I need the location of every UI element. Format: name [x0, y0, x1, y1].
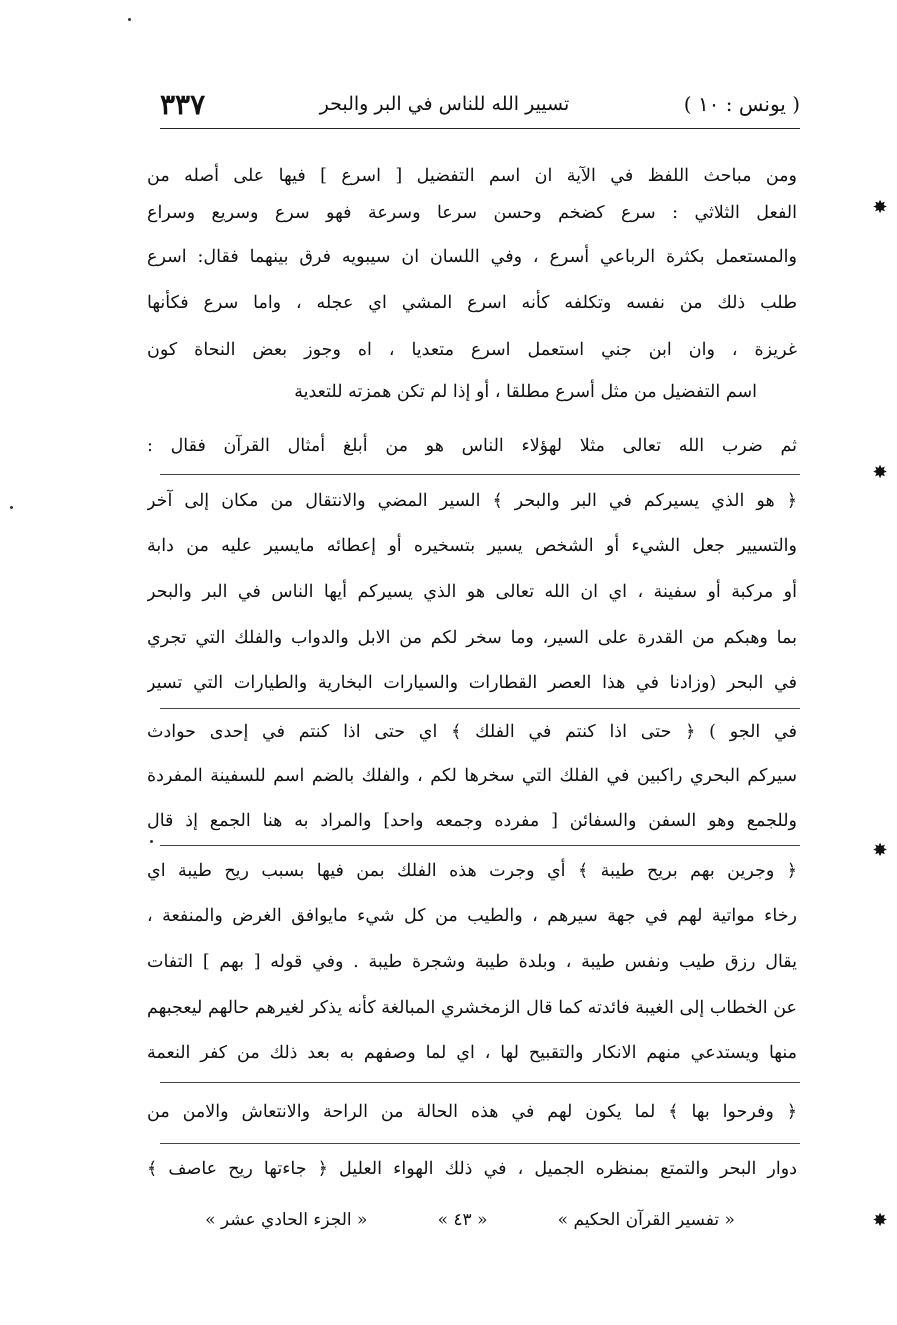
text-line: والمستعمل بكثرة الرباعي أسرع ، وفي اللسان ان سيبويه فرق بينهما فقال: اسرع	[147, 247, 797, 267]
running-title: تسيير الله للناس في البر والبحر	[319, 93, 570, 115]
scan-speck	[150, 840, 153, 843]
binding-hole-mark: ✸	[872, 1210, 888, 1231]
section-rule	[160, 1082, 800, 1083]
binding-hole-mark: ✸	[872, 840, 888, 861]
text-line: رخاء مواتية لهم في جهة سيرهم ، والطيب من كل شيء مايوافق الغرض والمنفعة ،	[147, 906, 797, 926]
section-rule	[160, 1143, 800, 1144]
header-rule	[160, 128, 800, 129]
page-header	[160, 82, 800, 126]
footer-fascicle: « ٤٣ »	[437, 1210, 488, 1230]
section-rule	[160, 845, 800, 846]
section-rule	[160, 708, 800, 709]
text-line: أو مركبة أو سفينة ، اي ان الله تعالى هو الذي يسيركم أيها الناس في البر والبحر	[147, 582, 797, 602]
text-line: ثم ضرب الله تعالى مثلا لهؤلاء الناس هو من أبلغ أمثال القرآن فقال :	[147, 436, 797, 456]
text-line: سيركم البحري راكبين في الفلك التي سخرها لكم ، والفلك بالضم اسم للسفينة المفردة	[147, 766, 797, 786]
text-line: ومن مباحث اللفظ في الآية ان اسم التفضيل [ اسرع ] فيها على أصله من	[147, 166, 797, 186]
text-line: دوار البحر والتمتع بمنظره الجميل ، في ذلك الهواء العليل ﴿ جاءتها ريح عاصف ﴾	[147, 1159, 797, 1179]
binding-hole-mark: ✸	[872, 462, 888, 483]
binding-hole-mark: ✸	[872, 197, 888, 218]
footer-part: « الجزء الحادي عشر »	[205, 1210, 368, 1230]
footer-book-title: « تفسير القرآن الحكيم »	[557, 1210, 735, 1230]
text-line: يقال رزق طيب ونفس طيبة ، وبلدة طيبة وشجرة طيبة . وفي قوله [ بهم ] التفات	[147, 952, 797, 972]
text-line: اسم التفضيل من مثل أسرع مطلقا ، أو إذا لم تكن همزته للتعدية	[294, 382, 757, 402]
text-line: غريزة ، وان ابن جني استعمل اسرع متعديا ، اه وجوز بعض النحاة كون	[147, 340, 797, 360]
page-number: ٣٣٧	[160, 87, 206, 121]
text-line: ﴿ وفرحوا بها ﴾ لما يكون لهم في هذه الحالة من الراحة والانتعاش والامن من	[147, 1102, 797, 1122]
section-rule	[160, 474, 800, 475]
scan-speck	[10, 506, 13, 509]
text-line: في البحر (وزادنا في هذا العصر القطارات والسيارات البخارية والطيارات التي تسير	[147, 673, 797, 693]
scan-speck	[128, 18, 131, 21]
surah-reference: ( يونس : ١٠ )	[683, 92, 800, 116]
text-line: والتسيير جعل الشيء أو الشخص يسير بتسخيره أو إعطائه مايسير عليه من دابة	[147, 536, 797, 556]
text-line: منها ويستدعي منهم الانكار والتقبيح لها ، اي لما وصفهم به بعد ذلك من كفر النعمة	[147, 1043, 797, 1063]
text-line: ﴿ هو الذي يسيركم في البر والبحر ﴾ السير المضي والانتقال من مكان إلى آخر	[147, 491, 797, 511]
text-line: الفعل الثلاثي : سرع كضخم وحسن سرعا وسرعة فهو سرع وسريع وسراع	[147, 203, 797, 223]
page-footer	[170, 1200, 770, 1240]
text-line: في الجو ) ﴿ حتى اذا كنتم في الفلك ﴾ اي حتى اذا كنتم في إحدى حوادث	[147, 722, 797, 742]
text-line: ﴿ وجرين بهم بريح طيبة ﴾ أي وجرت هذه الفلك بمن فيها بسبب ريح طيبة اي	[147, 861, 797, 881]
text-line: وللجمع وهو السفن والسفائن [ مفرده وجمعه واحد] والمراد به هنا الجمع إذ قال	[147, 811, 797, 831]
text-line: بما وهبكم من القدرة على السير، وما سخر لكم من الابل والدواب والفلك التي تجري	[147, 628, 797, 648]
text-line: طلب ذلك من نفسه وتكلفه كأنه اسرع المشي اي عجله ، واما سرع فكأنها	[147, 293, 797, 313]
text-line: عن الخطاب إلى الغيبة فائدته كما قال الزمخشري المبالغة كأنه يذكر لغيرهم حالهم ليعجبهم	[147, 998, 797, 1018]
